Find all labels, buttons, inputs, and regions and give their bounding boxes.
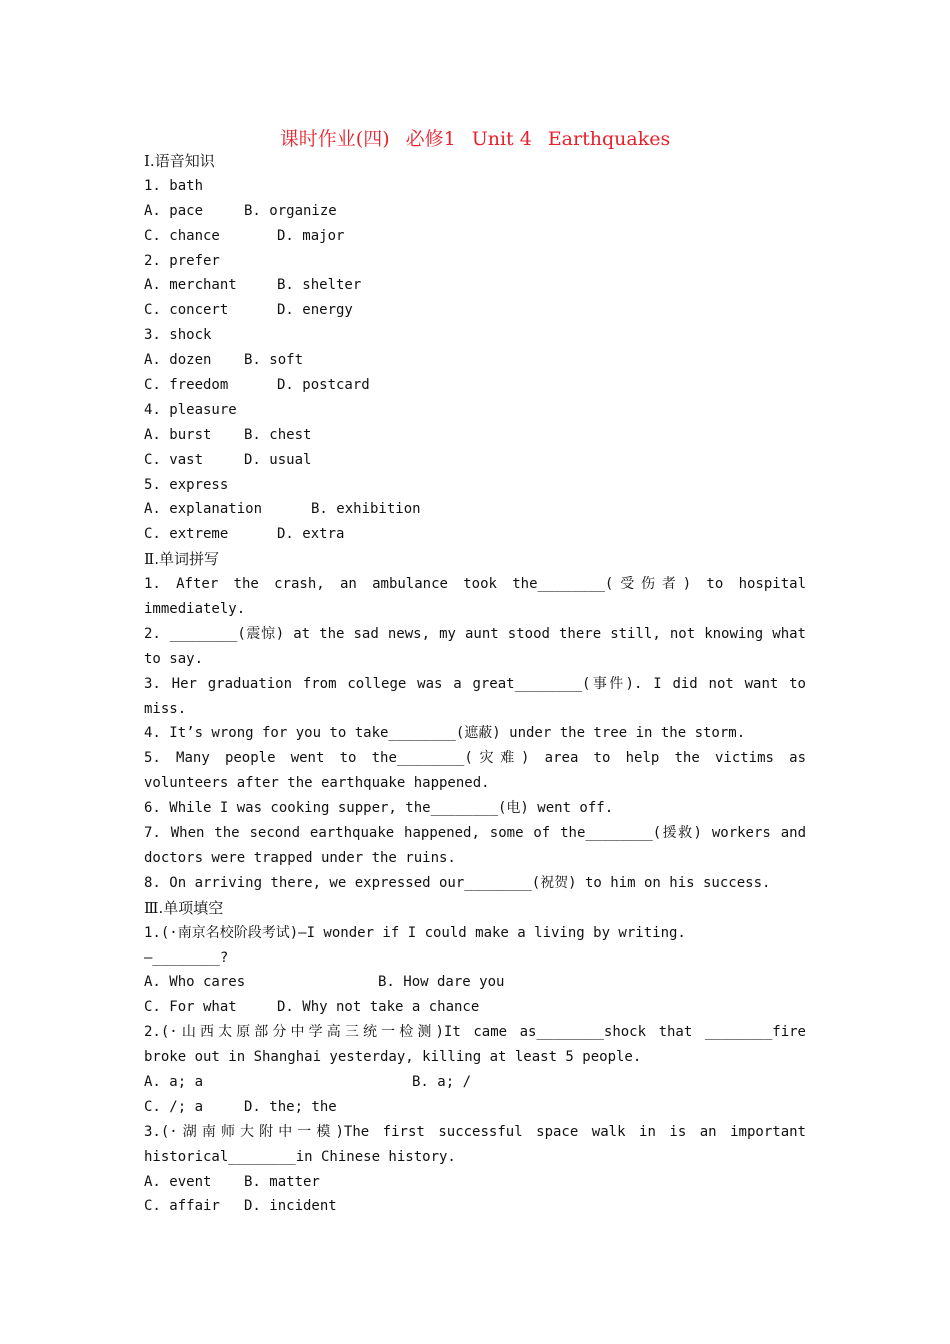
option-a: A. explanation — [144, 501, 263, 518]
choice-question-cont: historical________in Chinese history. — [144, 1148, 456, 1165]
page-title — [0, 124, 950, 151]
title-unit: Unit 4 — [471, 128, 532, 150]
option-a: A. a; a — [144, 1073, 204, 1090]
option-row — [144, 273, 806, 298]
option-row — [144, 1095, 806, 1120]
choice-question-cont: —________? — [144, 949, 229, 966]
option-b: B. matter — [244, 1173, 320, 1190]
phonetics-question: 2. prefer — [144, 252, 220, 269]
option-b: B. soft — [244, 352, 304, 369]
section-heading-spelling: Ⅱ.单词拼写 — [144, 550, 219, 569]
spelling-question: 8. On arriving there, we expressed our________(祝贺) to him on his success. — [144, 874, 771, 891]
option-row — [144, 522, 806, 547]
choice-question: 2.(·山西太原部分中学高三统一检测)It came as________shock that ________fire — [144, 1024, 806, 1041]
option-a: A. burst — [144, 426, 212, 443]
option-c: C. chance — [144, 227, 220, 244]
option-row — [144, 448, 806, 473]
spelling-question: 6. While I was cooking supper, the________(电) went off. — [144, 800, 614, 817]
phonetics-question: 1. bath — [144, 177, 204, 194]
spelling-question-cont: immediately. — [144, 601, 246, 618]
option-a: A. dozen — [144, 352, 212, 369]
option-d: D. energy — [277, 302, 353, 319]
title-topic: Earthquakes — [547, 128, 671, 150]
choice-question: 1.(·南京名校阶段考试)—I wonder if I could make a living by writing. — [144, 924, 686, 941]
option-c: C. extreme — [144, 526, 229, 543]
section-heading-phonetics: Ⅰ.语音知识 — [144, 152, 215, 170]
option-a: A. merchant — [144, 277, 237, 294]
option-b: B. How dare you — [378, 974, 505, 991]
spelling-question: 2. ________(震惊) at the sad news, my aunt stood there still, not knowing what — [144, 625, 806, 642]
option-d: D. extra — [277, 526, 345, 543]
section-heading-choice: Ⅲ.单项填空 — [144, 898, 224, 917]
document-body — [144, 149, 806, 1219]
option-b: B. a; / — [412, 1073, 472, 1090]
option-row — [144, 423, 806, 448]
option-d: D. the; the — [244, 1098, 337, 1115]
option-c: C. /; a — [144, 1098, 204, 1115]
option-c: C. For what — [144, 999, 237, 1016]
spelling-question-cont: doctors were trapped under the ruins. — [144, 849, 456, 866]
option-row — [144, 497, 806, 522]
option-b: B. chest — [244, 426, 312, 443]
spelling-question-cont: miss. — [144, 700, 187, 717]
option-row — [144, 373, 806, 398]
option-row — [144, 995, 806, 1020]
option-b: B. shelter — [277, 277, 362, 294]
option-a: A. Who cares — [144, 974, 246, 991]
option-a: A. event — [144, 1173, 212, 1190]
spelling-question: 1. After the crash, an ambulance took the________(受伤者) to hospital — [144, 576, 806, 593]
option-c: C. affair — [144, 1198, 220, 1215]
option-row — [144, 1070, 806, 1095]
spelling-question-cont: volunteers after the earthquake happened. — [144, 775, 490, 792]
option-c: C. freedom — [144, 377, 229, 394]
option-b: B. exhibition — [311, 501, 421, 518]
spelling-question: 7. When the second earthquake happened, some of the________(援救) workers and — [144, 825, 806, 842]
phonetics-question: 4. pleasure — [144, 401, 237, 418]
option-row — [144, 970, 806, 995]
option-row — [144, 348, 806, 373]
title-book: 必修1 — [405, 128, 456, 150]
choice-question-cont: broke out in Shanghai yesterday, killing at least 5 people. — [144, 1049, 642, 1066]
option-row — [144, 1170, 806, 1195]
choice-question: 3.(·湖南师大附中一模)The first successful space walk in is an important — [144, 1123, 806, 1140]
spelling-question: 3. Her graduation from college was a great________(事件). I did not want to — [144, 675, 806, 692]
spelling-question: 5. Many people went to the________(灾难) area to help the victims as — [144, 750, 806, 767]
option-row — [144, 298, 806, 323]
option-row — [144, 1194, 806, 1219]
phonetics-question: 3. shock — [144, 327, 212, 344]
title-homework: 课时作业(四) — [279, 128, 390, 150]
spelling-question: 4. It’s wrong for you to take________(遮蔽) under the tree in the storm. — [144, 725, 746, 742]
option-c: C. concert — [144, 302, 229, 319]
phonetics-question: 5. express — [144, 476, 229, 493]
option-d: D. postcard — [277, 377, 370, 394]
option-d: D. major — [277, 227, 345, 244]
option-row — [144, 199, 806, 224]
option-d: D. usual — [244, 451, 312, 468]
option-c: C. vast — [144, 451, 204, 468]
option-d: D. Why not take a chance — [277, 999, 480, 1016]
spelling-question-cont: to say. — [144, 650, 204, 667]
option-b: B. organize — [244, 202, 337, 219]
option-d: D. incident — [244, 1198, 337, 1215]
option-a: A. pace — [144, 202, 204, 219]
option-row — [144, 224, 806, 249]
